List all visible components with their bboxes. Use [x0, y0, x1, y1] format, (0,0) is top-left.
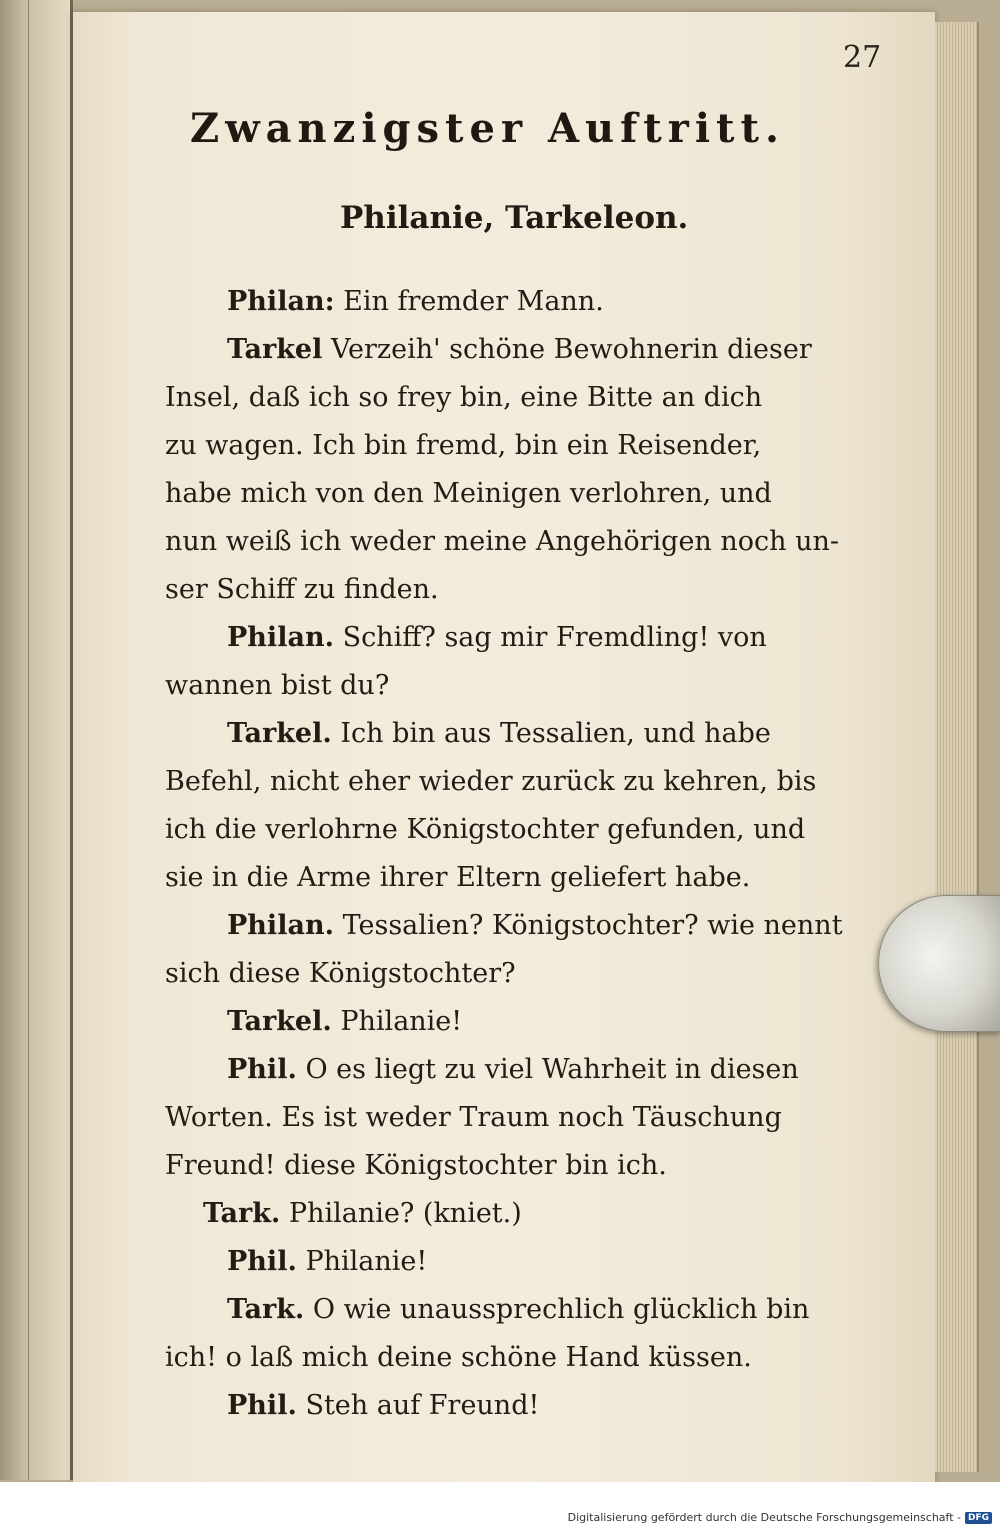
line-text: ich die verlohrne Königstochter gefunden, und	[165, 814, 806, 845]
line-text: Freund! diese Königstochter bin ich.	[165, 1150, 667, 1181]
speaker-name: Tark.	[227, 1294, 305, 1325]
speaker-name: Tarkel	[227, 334, 323, 365]
line-text: wannen bist du?	[165, 670, 390, 701]
speaker-name: Philan.	[227, 910, 334, 941]
line-text: Ein fremder Mann.	[334, 286, 604, 317]
dialogue-line	[165, 374, 875, 422]
line-text: Tessalien? Königstochter? wie nennt	[333, 910, 843, 941]
dialogue-line	[165, 854, 875, 902]
dialogue-line	[165, 1286, 875, 1334]
speaker-name: Philan.	[227, 622, 334, 653]
digitization-credit	[568, 1511, 992, 1524]
scene-heading: Zwanzigster Auftritt.	[190, 105, 785, 152]
dialogue-line	[165, 950, 875, 998]
line-text: O wie unaussprechlich glücklich bin	[304, 1294, 810, 1325]
line-text: Schiff? sag mir Fremdling! von	[333, 622, 767, 653]
dialogue-text	[165, 278, 875, 1430]
dialogue-line	[165, 1142, 875, 1190]
speaker-name: Tark.	[203, 1198, 281, 1229]
speaker-name: Phil.	[227, 1054, 297, 1085]
dialogue-line	[165, 614, 875, 662]
dialogue-line	[165, 1238, 875, 1286]
dialogue-line	[165, 806, 875, 854]
line-text: Philanie!	[331, 1006, 463, 1037]
line-text: Philanie!	[296, 1246, 428, 1277]
line-text: Philanie? (kniet.)	[280, 1198, 522, 1229]
dialogue-line	[165, 998, 875, 1046]
dialogue-line	[165, 710, 875, 758]
speaker-name: Phil.	[227, 1390, 297, 1421]
dialogue-line	[165, 1382, 875, 1430]
page-number: 27	[843, 40, 882, 75]
dialogue-line	[165, 1094, 875, 1142]
line-text: Insel, daß ich so frey bin, eine Bitte an dich	[165, 382, 763, 413]
line-text: zu wagen. Ich bin fremd, bin ein Reisender,	[165, 430, 762, 461]
speaker-name: Tarkel.	[227, 1006, 332, 1037]
line-text: ich! o laß mich deine schöne Hand küssen.	[165, 1342, 752, 1373]
line-text: Verzeih' schöne Bewohnerin dieser	[322, 334, 812, 365]
dialogue-line	[165, 278, 875, 326]
dialogue-line	[165, 662, 875, 710]
facing-page-edge	[0, 0, 73, 1480]
line-text: sich diese Königstochter?	[165, 958, 516, 989]
line-text: Ich bin aus Tessalien, und habe	[331, 718, 771, 749]
credit-text: Digitalisierung gefördert durch die Deutsche Forschungsgemeinschaft -	[567, 1511, 961, 1524]
scene-characters: Philanie, Tarkeleon.	[340, 200, 689, 236]
dialogue-line	[165, 326, 875, 374]
line-text: Befehl, nicht eher wieder zurück zu kehren, bis	[165, 766, 817, 797]
speaker-name: Philan:	[227, 286, 335, 317]
speaker-name: Phil.	[227, 1246, 297, 1277]
line-text: habe mich von den Meinigen verlohren, und	[165, 478, 772, 509]
line-text: Worten. Es ist weder Traum noch Täuschung	[165, 1102, 782, 1133]
dialogue-line	[165, 566, 875, 614]
dialogue-line	[165, 422, 875, 470]
line-text: nun weiß ich weder meine Angehörigen noch un-	[165, 526, 840, 557]
dialogue-line	[165, 1334, 875, 1382]
line-text: sie in die Arme ihrer Eltern geliefert habe.	[165, 862, 751, 893]
page-fold-line	[28, 0, 29, 1480]
dialogue-line	[165, 1046, 875, 1094]
page-stack-edges	[935, 22, 979, 1472]
dialogue-line	[165, 758, 875, 806]
line-text: O es liegt zu viel Wahrheit in diesen	[296, 1054, 799, 1085]
dialogue-line	[165, 470, 875, 518]
speaker-name: Tarkel.	[227, 718, 332, 749]
dialogue-line	[165, 518, 875, 566]
dfg-logo: DFG	[965, 1512, 992, 1524]
dialogue-line	[165, 902, 875, 950]
line-text: ser Schiff zu finden.	[165, 574, 439, 605]
line-text: Steh auf Freund!	[296, 1390, 540, 1421]
dialogue-line	[165, 1190, 875, 1238]
